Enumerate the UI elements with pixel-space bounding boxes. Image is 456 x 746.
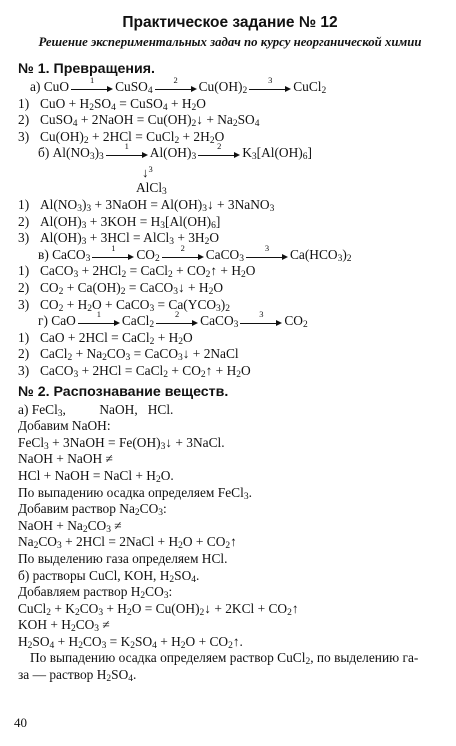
- equation-row: [18, 363, 442, 380]
- equation-row: [18, 214, 442, 231]
- chain-compound: CaCO$_3$: [205, 246, 244, 264]
- equation-text: CaO + 2HCl = CaCl$_2$ + $H_2O$: [40, 329, 193, 347]
- arrow-step-number: 3: [259, 309, 264, 320]
- text-line: а) FeCl$_3$, NaOH, HCl.: [18, 401, 174, 419]
- arrow-step-number: 2: [175, 309, 180, 320]
- equation-number: 3): [18, 296, 30, 312]
- equation-row: [18, 280, 442, 297]
- equation-row: [18, 197, 442, 214]
- text-line: KOH + $H_2CO_3$ ≠: [18, 617, 110, 635]
- text-line: Добавляем раствор $H_2CO_3$:: [18, 584, 173, 602]
- reaction-arrow-icon: [198, 141, 240, 159]
- text-line: NaOH + $Na_2CO_3$ ≠: [18, 517, 122, 535]
- chain-c: [18, 242, 442, 264]
- equation-row: [18, 346, 442, 363]
- arrow-step-number: 1: [111, 242, 116, 253]
- equation-number: 2): [18, 112, 30, 128]
- section-2-heading: № 2. Распознавание веществ.: [18, 383, 229, 400]
- equation-text: $Cu(OH)_2 + 2HCl$ = CuCl$_2$ + $2H_2O$: [40, 128, 225, 146]
- equation-number: 3): [18, 362, 30, 378]
- section-1-heading: № 1. Превращения.: [18, 61, 155, 77]
- reaction-arrow-icon: [71, 74, 113, 93]
- arrow-step-number: 2: [180, 242, 185, 253]
- chain-compound: CuSO$_4$: [115, 79, 153, 96]
- equation-number: 1): [18, 329, 30, 345]
- equation-text: $CO_2 + H_2O$ + CaCO$_3$ = $Ca(YCO_3)_2$: [40, 296, 231, 314]
- equation-row: [18, 112, 442, 129]
- chain-compound: в) CaCO$_3$: [38, 246, 91, 264]
- equation-text: $Al(OH)_3 + 3KOH = H_3[Al(OH)_6]$: [40, 213, 221, 231]
- reaction-arrow-icon: [78, 309, 120, 327]
- arrow-step-number: 2: [217, 141, 222, 152]
- branch-arrow: [18, 162, 442, 180]
- equation-text: CuSO$_4$ + 2NaOH = $Cu(OH)_2↓ + Na_2SO_4$: [40, 112, 260, 130]
- equation-number: 1): [18, 197, 30, 213]
- down-arrow-icon: ↓: [142, 165, 149, 181]
- equation-number: 3): [18, 230, 30, 246]
- chain-compound: CuCl$_2$: [293, 79, 327, 96]
- equations-d: [18, 330, 442, 380]
- arrow-step-number: 1: [96, 309, 101, 320]
- equation-number: 1): [18, 263, 30, 279]
- chain-a: [18, 74, 442, 96]
- chain-d: [18, 309, 442, 331]
- arrow-step-number: 1: [89, 74, 95, 85]
- chain-compound: $K_3[Al(OH)_6]$: [242, 145, 312, 163]
- text-line: FeCl$_3$ + 3NaOH = $Fe(OH)_3↓$ + 3NaCl.: [18, 434, 225, 452]
- reaction-arrow-icon: [156, 309, 198, 327]
- equation-number: 2): [18, 213, 30, 229]
- arrow-step-number: 2: [173, 74, 178, 85]
- reaction-arrow-icon: [246, 242, 288, 261]
- chain-compound: $Cu(OH)_2$: [198, 79, 248, 96]
- final-line-1: По выпадению осадка определяем раствор CuCl$_2$, по выделению га-: [30, 650, 419, 668]
- text-line: Добавим раствор $Na_2CO_3$:: [18, 501, 167, 519]
- equation-text: $CO_2 + Ca(OH)_2$ = CaCO$_3$↓ + $H_2O$: [40, 280, 224, 297]
- equation-text: CaCO$_3$ + 2HCl = CaCl$_2$ + $CO_2↑ + H_2O$: [40, 362, 251, 380]
- branch-arrow-number: 3: [148, 163, 153, 174]
- text-line: NaOH + NaOH ≠: [18, 451, 113, 467]
- equation-number: 2): [18, 280, 30, 295]
- text-line: По выпадению осадка определяем FeCl$_3$.: [18, 484, 252, 502]
- text-line: $Na_2CO_3 + 2HCl$ = 2NaCl + $H_2O$ + $CO_2↑$: [18, 534, 237, 552]
- section-2-lines: [18, 402, 442, 651]
- equation-row: [18, 230, 442, 247]
- chain-compound: б) $Al(NO_3)_3$: [38, 145, 104, 163]
- chain-compound: CaCl$_2$: [121, 313, 155, 331]
- equations-a: [18, 96, 442, 146]
- reaction-arrow-icon: [240, 309, 282, 327]
- equation-text: $Al(OH)_3 + 3HCl$ = AlCl$_3$ + $3H_2O$: [40, 230, 220, 248]
- equation-row: [18, 263, 442, 280]
- chain-b: [18, 141, 442, 163]
- equation-text: $Al(NO_3)_3$ + 3NaOH = $Al(OH)_3↓$ + 3NaNO$_3$: [40, 197, 275, 215]
- text-line: По выделению газа определяем HCl.: [18, 550, 228, 566]
- chain-compound: $Al(OH)_3$: [149, 145, 197, 163]
- equation-text: CaCO$_3$ + 2HCl$_2$ = CaCl$_2$ + $CO_2↑ + H_2O$: [40, 263, 256, 281]
- equation-number: 2): [18, 346, 30, 362]
- chain-compound: $Ca(HCO_3)_2$: [289, 246, 352, 264]
- equation-text: CuO + $H_2SO_4$ = CuSO$_4$ + $H_2O$: [40, 95, 206, 113]
- chain-compound: $CO_2$: [136, 246, 160, 264]
- text-line: $H_2SO_4 + H_2CO_3 = K_2SO_4 + H_2O$ + $CO_2↑$.: [18, 633, 243, 651]
- equations-b: [18, 197, 442, 247]
- page-subtitle: Решение экспериментальных задач по курсу неорганической химии: [38, 35, 422, 49]
- chain-compound: CaCO$_3$: [200, 313, 239, 331]
- equation-row: [18, 330, 442, 347]
- text-line: б) растворы CuCl, KOH, $H_2SO_4$.: [18, 567, 200, 585]
- reaction-arrow-icon: [106, 141, 148, 159]
- equations-c: [18, 263, 442, 313]
- equation-text: CaCl$_2$ + $Na_2CO_3$ = CaCO$_3$↓ + 2NaCl: [40, 346, 239, 364]
- equation-row: [18, 96, 442, 113]
- arrow-step-number: 1: [124, 141, 129, 152]
- reaction-arrow-icon: [155, 74, 197, 93]
- text-line: CuCl$_2$ + $K_2CO_3 + H_2O$ = $Cu(OH)_2↓ + 2KCl$ + $CO_2↑$: [18, 600, 299, 618]
- final-line-2: за — раствор $H_2SO_4$.: [18, 667, 137, 685]
- page-number: 40: [14, 715, 27, 730]
- arrow-step-number: 3: [264, 242, 270, 253]
- text-line: Добавим NaOH:: [18, 418, 111, 434]
- page-title: Практическое задание № 12: [122, 14, 338, 31]
- equation-number: 1): [18, 95, 30, 111]
- chain-compound: а) CuO: [30, 79, 70, 94]
- text-line: HCl + NaOH = NaCl + $H_2O$.: [18, 467, 174, 485]
- chain-compound: г) CaO: [38, 313, 76, 329]
- branch-product: AlCl$_3$: [136, 180, 167, 198]
- reaction-arrow-icon: [162, 242, 204, 261]
- chain-compound: $CO_2$: [284, 313, 308, 331]
- reaction-arrow-icon: [249, 74, 291, 93]
- reaction-arrow-icon: [92, 242, 134, 261]
- arrow-step-number: 3: [268, 74, 273, 85]
- equation-number: 3): [18, 128, 30, 144]
